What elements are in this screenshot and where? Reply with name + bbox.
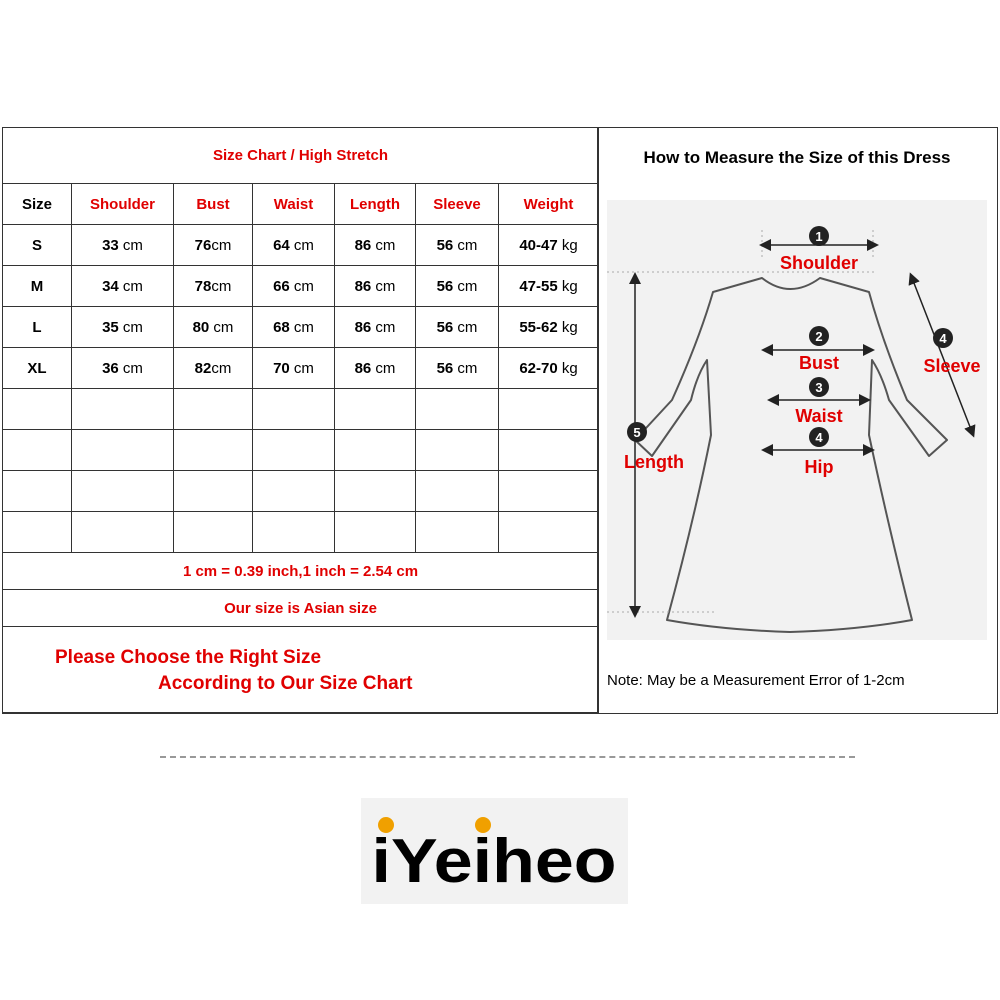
brand-logo-svg <box>361 798 628 904</box>
size-cell-value: 56 <box>436 277 454 295</box>
size-cell-unit: cm <box>289 236 314 254</box>
size-cell <box>416 266 499 307</box>
size-cell-unit: cm <box>371 277 396 295</box>
dress-diagram <box>607 200 987 640</box>
asian-size-note: Our size is Asian size <box>3 590 599 627</box>
size-cell-value: 86 <box>354 277 372 295</box>
header-shoulder: Shoulder <box>72 184 174 225</box>
sleeve-label: Sleeve <box>923 356 981 376</box>
empty-cell <box>416 471 499 512</box>
empty-row <box>3 512 599 553</box>
hip-number: 4 <box>815 430 823 445</box>
size-cell-unit: cm <box>371 236 396 254</box>
empty-cell <box>174 430 253 471</box>
size-cell-value: 86 <box>354 359 372 377</box>
size-cell-unit: cm <box>118 318 143 336</box>
dashed-separator <box>160 756 855 758</box>
size-cell-value: 56 <box>436 236 454 254</box>
empty-cell <box>72 430 174 471</box>
column-divider <box>597 127 598 714</box>
size-cell <box>3 307 72 348</box>
logo-text: iYeiheo <box>371 827 617 896</box>
size-cell-unit: kg <box>557 359 578 377</box>
size-cell-unit: cm <box>211 359 232 377</box>
empty-cell <box>499 389 599 430</box>
size-cell-unit: cm <box>453 277 478 295</box>
size-cell <box>416 307 499 348</box>
size-cell <box>3 348 72 389</box>
size-cell-value: 33 <box>102 236 119 254</box>
empty-row <box>3 430 599 471</box>
size-cell-unit: cm <box>211 277 232 295</box>
size-cell <box>253 225 335 266</box>
empty-cell <box>3 471 72 512</box>
empty-cell <box>3 389 72 430</box>
empty-cell <box>253 471 335 512</box>
header-waist: Waist <box>253 184 335 225</box>
empty-cell <box>416 389 499 430</box>
empty-cell <box>499 430 599 471</box>
size-cell-value: 55-62 <box>519 318 558 336</box>
size-cell-value: 86 <box>354 318 372 336</box>
empty-cell <box>3 512 72 553</box>
size-cell-value: 47-55 <box>519 277 558 295</box>
size-cell <box>499 348 599 389</box>
size-cell-value: 80 <box>192 318 210 336</box>
size-cell-value: 56 <box>436 318 454 336</box>
size-cell <box>72 307 174 348</box>
empty-cell <box>174 512 253 553</box>
choose-line-2: According to Our Size Chart <box>158 673 413 694</box>
size-cell <box>253 266 335 307</box>
size-cell <box>174 225 253 266</box>
chart-title: Size Chart / High Stretch <box>3 128 599 184</box>
size-cell-value: 56 <box>436 359 454 377</box>
size-cell <box>72 266 174 307</box>
empty-cell <box>499 512 599 553</box>
empty-cell <box>335 512 416 553</box>
measure-title: How to Measure the Size of this Dress <box>643 148 951 167</box>
size-cell <box>72 348 174 389</box>
size-cell-value: 36 <box>102 359 119 377</box>
size-cell <box>3 266 72 307</box>
empty-cell <box>253 389 335 430</box>
size-cell-value: M <box>30 277 44 295</box>
header-weight: Weight <box>499 184 599 225</box>
empty-cell <box>174 471 253 512</box>
size-cell-value: 76 <box>194 236 212 254</box>
empty-cell <box>3 430 72 471</box>
header-row <box>3 184 599 225</box>
size-cell-unit: cm <box>453 318 478 336</box>
empty-cell <box>499 471 599 512</box>
size-row <box>3 266 599 307</box>
size-cell-unit: cm <box>371 318 396 336</box>
size-cell-unit: kg <box>557 277 578 295</box>
header-length: Length <box>335 184 416 225</box>
empty-cell <box>72 389 174 430</box>
size-cell-value: 40-47 <box>519 236 558 254</box>
size-row <box>3 225 599 266</box>
size-cell-value: XL <box>27 359 47 377</box>
size-cell <box>3 225 72 266</box>
size-cell-unit: cm <box>371 359 396 377</box>
choose-size-cell <box>3 627 599 713</box>
size-cell-unit: cm <box>289 277 314 295</box>
size-rows <box>3 225 599 389</box>
size-cell-value: 82 <box>194 359 212 377</box>
size-cell-unit: kg <box>557 236 578 254</box>
size-cell <box>335 307 416 348</box>
shoulder-number: 1 <box>815 229 823 244</box>
size-cell-unit: cm <box>211 236 232 254</box>
length-number: 5 <box>633 425 641 440</box>
size-cell-unit: cm <box>118 236 143 254</box>
waist-label: Waist <box>795 406 843 426</box>
size-table <box>2 127 599 713</box>
measurement-error-note: Note: May be a Measurement Error of 1-2cm <box>607 672 905 689</box>
size-cell <box>335 266 416 307</box>
waist-number: 3 <box>815 380 823 395</box>
size-cell-value: 66 <box>273 277 290 295</box>
empty-cell <box>253 512 335 553</box>
header-size: Size <box>3 184 72 225</box>
empty-cell <box>72 512 174 553</box>
size-cell-unit: cm <box>453 236 478 254</box>
size-cell-unit: cm <box>453 359 478 377</box>
size-cell <box>335 225 416 266</box>
size-cell-unit: cm <box>289 359 314 377</box>
size-cell <box>253 307 335 348</box>
size-cell <box>174 307 253 348</box>
size-cell <box>174 348 253 389</box>
empty-cell <box>335 430 416 471</box>
size-cell-unit: cm <box>118 359 143 377</box>
header-bust: Bust <box>174 184 253 225</box>
empty-cell <box>335 389 416 430</box>
size-cell-value: L <box>32 318 42 336</box>
empty-row <box>3 471 599 512</box>
size-cell <box>335 348 416 389</box>
size-cell <box>253 348 335 389</box>
empty-cell <box>335 471 416 512</box>
header-sleeve: Sleeve <box>416 184 499 225</box>
conversion-note: 1 cm = 0.39 inch,1 inch = 2.54 cm <box>3 553 599 590</box>
empty-row <box>3 389 599 430</box>
size-cell-value: S <box>31 236 42 254</box>
size-cell <box>174 266 253 307</box>
choose-line-1: Please Choose the Right Size <box>55 647 322 668</box>
size-cell-unit: cm <box>209 318 234 336</box>
bust-number: 2 <box>815 329 823 344</box>
size-cell <box>499 307 599 348</box>
shoulder-label: Shoulder <box>779 253 859 273</box>
hip-label: Hip <box>804 457 834 477</box>
size-cell-value: 86 <box>354 236 372 254</box>
size-chart-panel <box>2 127 998 714</box>
empty-cell <box>416 512 499 553</box>
size-cell-unit: kg <box>557 318 578 336</box>
brand-logo <box>361 798 628 904</box>
size-cell-value: 35 <box>102 318 119 336</box>
size-cell-value: 34 <box>102 277 119 295</box>
size-cell <box>72 225 174 266</box>
size-cell <box>499 225 599 266</box>
empty-cell <box>174 389 253 430</box>
size-cell-value: 68 <box>273 318 290 336</box>
size-cell-value: 64 <box>273 236 290 254</box>
size-cell <box>499 266 599 307</box>
size-cell-unit: cm <box>289 318 314 336</box>
length-label: Length <box>624 452 684 472</box>
size-cell-value: 78 <box>194 277 212 295</box>
sleeve-number: 4 <box>939 331 947 346</box>
bust-label: Bust <box>799 353 839 373</box>
empty-rows <box>3 389 599 553</box>
size-cell-value: 70 <box>273 359 290 377</box>
size-cell <box>416 348 499 389</box>
size-row <box>3 307 599 348</box>
dress-diagram-svg <box>607 200 987 640</box>
size-cell-value: 62-70 <box>519 359 558 377</box>
size-cell <box>416 225 499 266</box>
empty-cell <box>416 430 499 471</box>
size-row <box>3 348 599 389</box>
empty-cell <box>72 471 174 512</box>
empty-cell <box>253 430 335 471</box>
size-cell-unit: cm <box>118 277 143 295</box>
